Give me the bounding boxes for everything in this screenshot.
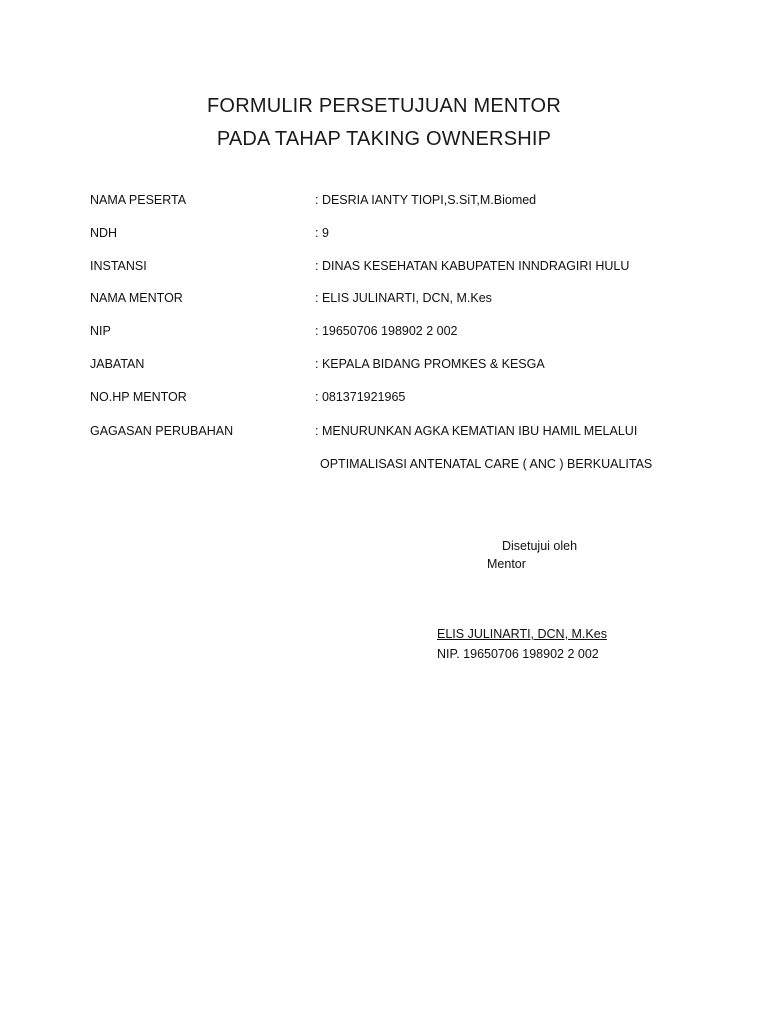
field-value: : MENURUNKAN AGKA KEMATIAN IBU HAMIL MELALUI bbox=[315, 424, 638, 438]
field-value: : KEPALA BIDANG PROMKES & KESGA bbox=[315, 357, 545, 371]
gagasan-continuation: OPTIMALISASI ANTENATAL CARE ( ANC ) BERKUALITAS bbox=[320, 457, 653, 471]
field-value: : 081371921965 bbox=[315, 390, 406, 404]
field-label: INSTANSI bbox=[90, 259, 147, 273]
field-row-ndh bbox=[0, 226, 768, 246]
field-label: NAMA PESERTA bbox=[90, 193, 187, 207]
mentor-nip: NIP. 19650706 198902 2 002 bbox=[437, 647, 599, 661]
field-value: : ELIS JULINARTI, DCN, M.Kes bbox=[315, 291, 492, 305]
field-label: JABATAN bbox=[90, 357, 145, 371]
field-row-no-hp-mentor bbox=[0, 390, 768, 410]
field-row-nip bbox=[0, 324, 768, 344]
field-value: : DESRIA IANTY TIOPI,S.SiT,M.Biomed bbox=[315, 193, 537, 207]
field-label: NO.HP MENTOR bbox=[90, 390, 187, 404]
field-label: NIP bbox=[90, 324, 111, 338]
field-label: GAGASAN PERUBAHAN bbox=[90, 424, 234, 438]
field-value: : 19650706 198902 2 002 bbox=[315, 324, 458, 338]
approved-by-text: Disetujui oleh bbox=[502, 539, 578, 553]
field-row-nama-peserta bbox=[0, 193, 768, 213]
field-label: NAMA MENTOR bbox=[90, 291, 183, 305]
document-title: FORMULIR PERSETUJUAN MENTOR bbox=[207, 95, 561, 117]
field-row-instansi bbox=[0, 259, 768, 279]
field-row-nama-mentor bbox=[0, 291, 768, 311]
field-value: : 9 bbox=[315, 226, 329, 240]
approver-role: Mentor bbox=[487, 557, 526, 571]
field-row-gagasan-perubahan bbox=[0, 424, 768, 444]
field-value: : DINAS KESEHATAN KABUPATEN INNDRAGIRI HULU bbox=[315, 259, 630, 273]
document-subtitle: PADA TAHAP TAKING OWNERSHIP bbox=[216, 128, 552, 150]
field-row-jabatan bbox=[0, 357, 768, 377]
mentor-signature-name: ELIS JULINARTI, DCN, M.Kes bbox=[437, 627, 607, 641]
field-label: NDH bbox=[90, 226, 118, 240]
